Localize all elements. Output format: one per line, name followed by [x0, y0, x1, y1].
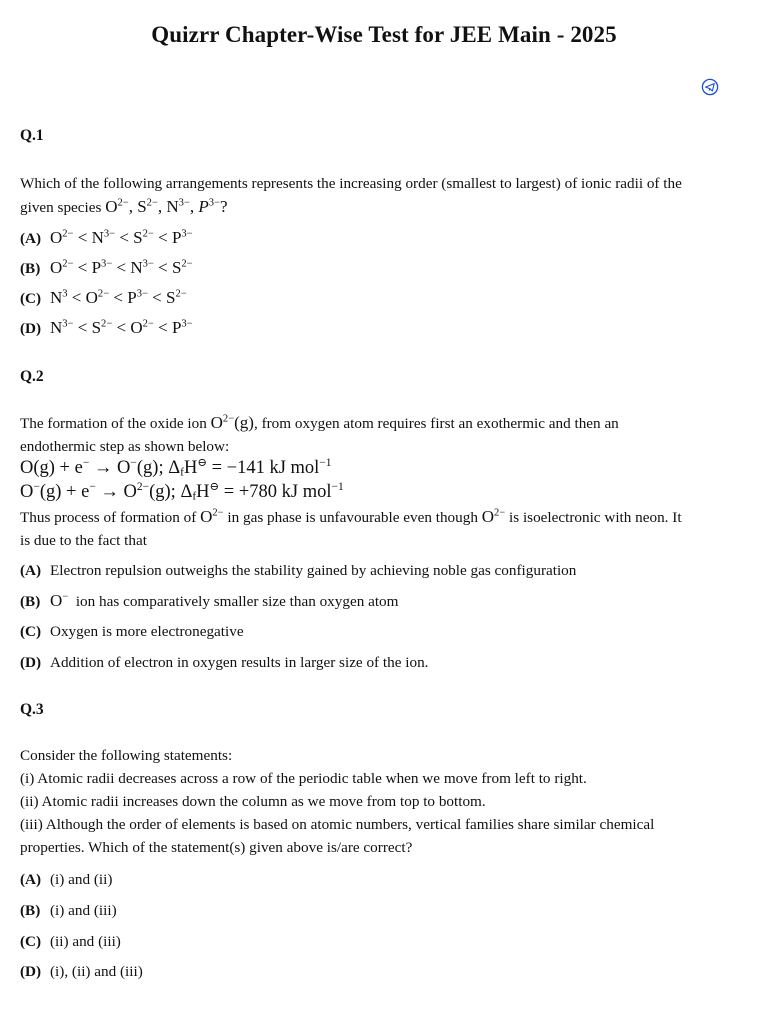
question-1-option-c[interactable]: (C) $N^3 < O^{2-} < P^{3-} < S^{2-}$ — [20, 287, 187, 310]
option-letter: (B) — [20, 593, 41, 610]
question-3-line: (i) Atomic radii decreases across a row of the periodic table when we move from left to right. — [20, 770, 587, 787]
option-letter: (C) — [20, 623, 42, 640]
question-1-option-d[interactable]: (D) $N^{3-} < S^{2-} < O^{2-} < P^{3-}$ — [20, 317, 193, 340]
question-3-option-c[interactable] — [20, 931, 121, 953]
question-3-option-a[interactable] — [20, 869, 112, 891]
option-letter: (A) — [20, 562, 42, 579]
equation-1: O(g) + e− → O−(g); $\Delta_fH^⊖ = -141$ kJ mol$^{-1}$ — [20, 456, 332, 479]
option-text: (i) and (ii) — [50, 871, 113, 888]
question-2-stem: The formation of the oxide ion $O^{2-}(g)$, from oxygen atom requires first an exothermic and then an endothermic step as shown below: — [20, 413, 619, 455]
question-2-option-b[interactable]: (B) O− ion has comparatively smaller size than oxygen atom — [20, 590, 398, 613]
option-text: (i), (ii) and (iii) — [50, 963, 143, 980]
thus-part3: is isoelectronic with neon. It — [509, 509, 682, 526]
option-text: (i) and (iii) — [50, 902, 117, 919]
question-3-line: properties. Which of the statement(s) given above is/are correct? — [20, 839, 413, 856]
question-1-option-b[interactable]: (B) $O^{2-} < P^{3-} < N^{3-} < S^{2-}$ — [20, 257, 193, 280]
option-letter: (B) — [20, 260, 41, 277]
question-2-stem-line2: endothermic step as shown below: — [20, 438, 230, 455]
question-3-label: Q.3 — [20, 701, 44, 718]
equation-2: $O^-(g) + e^- \to O^{2-}(g)$; $\Delta_fH^⊖ = +780$ kJ mol$^{-1}$ — [20, 480, 344, 503]
question-3-line: (iii) Although the order of elements is based on atomic numbers, vertical families share similar chemical — [20, 816, 655, 833]
question-2-option-d[interactable] — [20, 652, 428, 674]
option-letter: (A) — [20, 230, 42, 247]
question-1-stem: Which of the following arrangements represents the increasing order (smallest to largest) of ionic radii of the given species $O^{2-}$, $S^{2-}$, $N^{3-}$, $P^{3-}$? — [20, 175, 682, 216]
page-title: Quizrr Chapter-Wise Test for JEE Main - 2025 — [151, 22, 617, 47]
option-letter: (C) — [20, 933, 42, 950]
option-text: (ii) and (iii) — [50, 933, 121, 950]
equation-2-value: = +780 kJ mol — [223, 482, 332, 502]
option-letter: (A) — [20, 871, 42, 888]
option-text: Oxygen is more electronegative — [50, 623, 244, 640]
question-2-stem-prefix: The formation of the oxide ion — [20, 415, 207, 432]
question-2-option-c[interactable] — [20, 621, 244, 643]
question-1-stem-prefix: given species — [20, 199, 102, 216]
option-text: ion has comparatively smaller size than oxygen atom — [75, 593, 399, 610]
option-text: Addition of electron in oxygen results in larger size of the ion. — [50, 654, 429, 671]
question-1-option-a[interactable]: (A) $O^{2-} < N^{3-} < S^{2-} < P^{3-}$ — [20, 227, 193, 250]
option-letter: (D) — [20, 320, 42, 337]
thus-part2: in gas phase is unfavourable even though — [227, 509, 478, 526]
equation-1-value: = −141 kJ mol — [211, 458, 320, 478]
question-2-stem-suffix: , from oxygen atom requires first an exothermic and then an — [253, 415, 619, 432]
option-text: Electron repulsion outweighs the stability gained by achieving noble gas configuration — [50, 562, 577, 579]
option-letter: (D) — [20, 963, 42, 980]
question-1-label: Q.1 — [20, 127, 44, 144]
question-3-line: (ii) Atomic radii increases down the column as we move from top to bottom. — [20, 793, 486, 810]
option-letter: (D) — [20, 654, 42, 671]
question-2-thus: Thus process of formation of $O^{2-}$ in gas phase is unfavourable even though $O^{2-}$ is isoelectronic with neon. It is due to the fact that — [20, 507, 682, 549]
question-3-option-d[interactable] — [20, 961, 143, 983]
question-3-line: Consider the following statements: — [20, 747, 233, 764]
thus-part1: Thus process of formation of — [20, 509, 197, 526]
option-letter: (C) — [20, 290, 42, 307]
question-2-label: Q.2 — [20, 368, 44, 385]
question-2-option-a[interactable] — [20, 560, 576, 582]
question-3-option-b[interactable] — [20, 900, 117, 922]
question-1-stem-line1: Which of the following arrangements represents the increasing order (smallest to largest) of ionic radii of the — [20, 175, 682, 192]
option-letter: (B) — [20, 902, 41, 919]
thus-line2: is due to the fact that — [20, 532, 147, 549]
telegram-icon[interactable] — [701, 78, 719, 96]
question-3-stem — [20, 744, 752, 859]
